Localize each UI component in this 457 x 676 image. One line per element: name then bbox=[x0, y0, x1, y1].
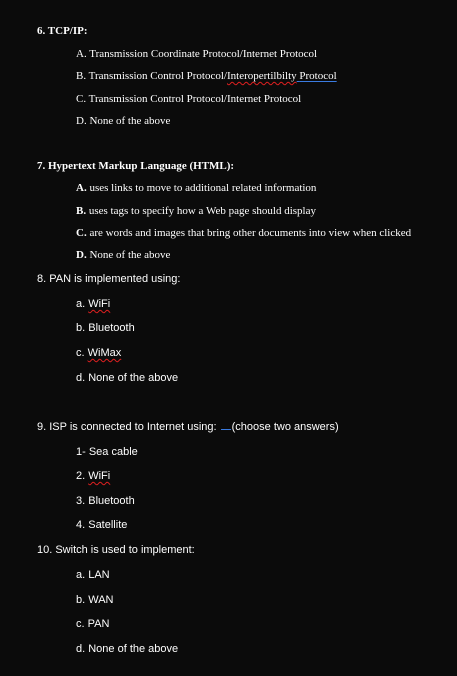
q10-title: 10. Switch is used to implement: bbox=[37, 544, 195, 556]
q9-title-start: 9. ISP is connected to Internet using: bbox=[37, 421, 220, 433]
q10-option-a: a. LAN bbox=[76, 569, 110, 581]
q10-option-b: b. WAN bbox=[76, 594, 114, 606]
q8-option-d: d. None of the above bbox=[76, 372, 179, 384]
q7-option-b-text: uses tags to specify how a Web page should display bbox=[88, 205, 316, 217]
q8-option-b: b. Bluetooth bbox=[76, 322, 135, 334]
q10-option-c: c. PAN bbox=[76, 618, 110, 630]
q8-option-c-word: WiMax bbox=[87, 347, 122, 359]
q7-option-d-text: None of the above bbox=[89, 249, 171, 261]
q9-option-3: 3. Bluetooth bbox=[76, 495, 135, 507]
q6-option-b bbox=[76, 69, 337, 83]
q8-option-a-prefix: a. bbox=[76, 298, 89, 310]
q7-option-c-text: are words and images that bring other documents into view when clicked bbox=[89, 227, 412, 239]
q7-option-d bbox=[76, 248, 170, 262]
q9-option-1: 1- Sea cable bbox=[76, 446, 138, 458]
q8-title: 8. PAN is implemented using: bbox=[37, 273, 181, 285]
q6-option-c: C. Transmission Control Protocol/Internet Protocol bbox=[76, 93, 302, 105]
q9-title-end: (choose two answers) bbox=[231, 421, 339, 433]
q9-option-2-prefix: 2. bbox=[76, 470, 89, 482]
q6-title: 6. TCP/IP: bbox=[37, 25, 88, 37]
q6-option-b-word: Interopertilbilty bbox=[226, 70, 297, 82]
q9-title bbox=[37, 420, 339, 434]
q7-option-a-text: uses links to move to additional related information bbox=[89, 182, 317, 194]
q10-option-d: d. None of the above bbox=[76, 643, 179, 655]
q9-option-2-word: WiFi bbox=[88, 470, 111, 482]
q7-option-c-letter: C. bbox=[76, 227, 87, 239]
q9-answer-blank bbox=[221, 428, 231, 430]
q9-option-2 bbox=[76, 469, 110, 483]
q7-option-a-letter: A. bbox=[76, 182, 87, 194]
q9-option-4: 4. Satellite bbox=[76, 519, 128, 531]
q7-option-b bbox=[76, 204, 316, 218]
q6-option-d: D. None of the above bbox=[76, 115, 171, 127]
q8-option-c bbox=[76, 346, 121, 360]
q7-option-d-letter: D. bbox=[76, 249, 87, 261]
q6-option-b-text: B. Transmission Control Protocol/ bbox=[76, 70, 227, 82]
q6-option-a: A. Transmission Coordinate Protocol/Internet Protocol bbox=[76, 48, 318, 60]
q6-option-b-word2: Protocol bbox=[299, 70, 337, 82]
q8-option-a-word: WiFi bbox=[88, 298, 111, 310]
q7-option-a bbox=[76, 181, 316, 195]
q7-option-b-letter: B. bbox=[76, 205, 87, 217]
q7-option-c bbox=[76, 226, 411, 240]
q8-option-a bbox=[76, 297, 110, 311]
q8-option-c-prefix: c. bbox=[76, 347, 88, 359]
q7-title: 7. Hypertext Markup Language (HTML): bbox=[37, 160, 235, 172]
